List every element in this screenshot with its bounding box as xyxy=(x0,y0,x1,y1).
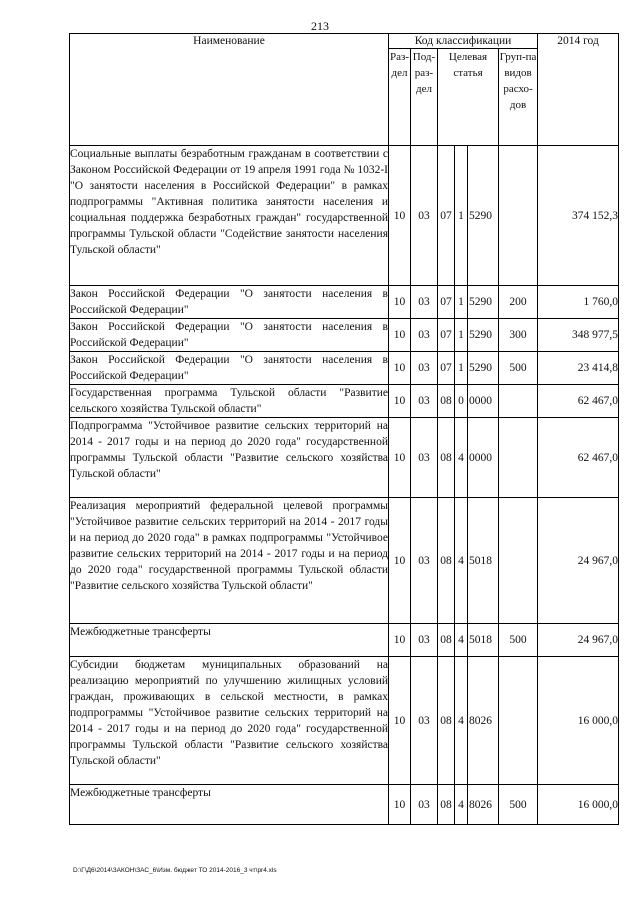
amount-2014: 62 467,0 xyxy=(538,385,619,418)
section-code: 10 xyxy=(389,657,411,785)
row-name: Субсидии бюджетам муниципальных образований на реализацию мероприятий по улучшению жилищных условий граждан, проживающих в сельской местности, в рамках подпрограммы "Устойчивое развитие сельских территорий на 2014 - 2017 годы и на период до 2020 года" государственной программы Тульской области "Развитие сельского хозяйства Тульской области" xyxy=(70,657,389,785)
table-row xyxy=(70,146,619,286)
target-article-subprogram: 4 xyxy=(455,498,468,624)
table-row xyxy=(70,418,619,498)
table-row xyxy=(70,352,619,385)
amount-2014: 24 967,0 xyxy=(538,498,619,624)
section-code: 10 xyxy=(389,146,411,286)
target-article-program: 08 xyxy=(438,498,455,624)
header-classification: Код классификации xyxy=(389,34,538,49)
section-code: 10 xyxy=(389,352,411,385)
target-article-subprogram: 4 xyxy=(455,657,468,785)
table-body xyxy=(70,146,619,825)
amount-2014: 16 000,0 xyxy=(538,657,619,785)
target-article-code: 5290 xyxy=(468,146,499,286)
subsection-code: 03 xyxy=(411,286,438,319)
table-row xyxy=(70,385,619,418)
section-code: 10 xyxy=(389,418,411,498)
target-article-program: 07 xyxy=(438,352,455,385)
file-path-footer: D:\Г\Д6\2014\ЗАКОН\ЗАС_6\Изм. бюджет ТО 2014-2016_3 чт\pr4.xls xyxy=(73,867,277,874)
amount-2014: 62 467,0 xyxy=(538,418,619,498)
row-name: Межбюджетные трансферты xyxy=(70,624,389,657)
table-row xyxy=(70,624,619,657)
amount-2014: 23 414,8 xyxy=(538,352,619,385)
target-article-subprogram: 0 xyxy=(455,385,468,418)
target-article-code: 0000 xyxy=(468,385,499,418)
subsection-code: 03 xyxy=(411,418,438,498)
table-row xyxy=(70,785,619,825)
subsection-code: 03 xyxy=(411,146,438,286)
section-code: 10 xyxy=(389,498,411,624)
target-article-code: 5290 xyxy=(468,319,499,352)
target-article-program: 08 xyxy=(438,657,455,785)
expense-group-code xyxy=(499,657,538,785)
row-name: Закон Российской Федерации "О занятости населения в Российской Федерации" xyxy=(70,352,389,385)
row-name: Государственная программа Тульской области "Развитие сельского хозяйства Тульской области" xyxy=(70,385,389,418)
header-subsection: Под-раз-дел xyxy=(411,49,438,146)
section-code: 10 xyxy=(389,785,411,825)
target-article-subprogram: 4 xyxy=(455,785,468,825)
target-article-code: 5018 xyxy=(468,498,499,624)
page-number: 213 xyxy=(311,19,329,33)
table-row xyxy=(70,319,619,352)
table-header xyxy=(70,34,619,146)
subsection-code: 03 xyxy=(411,657,438,785)
section-code: 10 xyxy=(389,624,411,657)
row-name: Подпрограмма "Устойчивое развитие сельских территорий на 2014 - 2017 годы и на период до 2020 года" государственной программы Тульской области "Развитие сельского хозяйства Тульской области" xyxy=(70,418,389,498)
target-article-subprogram: 1 xyxy=(455,319,468,352)
target-article-program: 08 xyxy=(438,785,455,825)
expense-group-code xyxy=(499,385,538,418)
header-section: Раз-дел xyxy=(389,49,411,146)
table-row xyxy=(70,286,619,319)
expense-group-code: 500 xyxy=(499,624,538,657)
target-article-code: 5018 xyxy=(468,624,499,657)
row-name: Межбюджетные трансферты xyxy=(70,785,389,825)
subsection-code: 03 xyxy=(411,385,438,418)
expense-group-code: 500 xyxy=(499,352,538,385)
header-year: 2014 год xyxy=(538,34,619,146)
target-article-program: 07 xyxy=(438,319,455,352)
target-article-program: 08 xyxy=(438,418,455,498)
target-article-code: 8026 xyxy=(468,657,499,785)
expense-group-code xyxy=(499,498,538,624)
target-article-subprogram: 1 xyxy=(455,352,468,385)
target-article-code: 5290 xyxy=(468,352,499,385)
target-article-subprogram: 4 xyxy=(455,418,468,498)
subsection-code: 03 xyxy=(411,498,438,624)
expense-group-code xyxy=(499,146,538,286)
target-article-code: 8026 xyxy=(468,785,499,825)
amount-2014: 24 967,0 xyxy=(538,624,619,657)
target-article-code: 5290 xyxy=(468,286,499,319)
expense-group-code: 300 xyxy=(499,319,538,352)
section-code: 10 xyxy=(389,385,411,418)
target-article-program: 08 xyxy=(438,385,455,418)
target-article-subprogram: 1 xyxy=(455,286,468,319)
amount-2014: 16 000,0 xyxy=(538,785,619,825)
section-code: 10 xyxy=(389,286,411,319)
subsection-code: 03 xyxy=(411,352,438,385)
row-name: Реализация мероприятий федеральной целевой программы "Устойчивое развитие сельских территорий на 2014 - 2017 годы и на период до 2020 года" в рамках подпрограммы "Устойчивое развитие сельских территорий на 2014 - 2017 годы и на период до 2020 года" государственной программы Тульской области "Развитие сельского хозяйства Тульской области" xyxy=(70,498,389,624)
amount-2014: 1 760,0 xyxy=(538,286,619,319)
target-article-subprogram: 4 xyxy=(455,624,468,657)
header-expense-group: Груп-па видов расхо-дов xyxy=(499,49,538,146)
budget-table xyxy=(69,33,619,825)
row-name: Социальные выплаты безработным гражданам в соответствии с Законом Российской Федерации от 19 апреля 1991 года № 1032-I "О занятости населения в Российской Федерации" в рамках подпрограммы "Активная политика занятости населения и социальная поддержка безработных граждан" государственной программы Тульской области "Содействие занятости населения Тульской области" xyxy=(70,146,389,286)
target-article-program: 08 xyxy=(438,624,455,657)
amount-2014: 374 152,3 xyxy=(538,146,619,286)
target-article-program: 07 xyxy=(438,146,455,286)
target-article-subprogram: 1 xyxy=(455,146,468,286)
amount-2014: 348 977,5 xyxy=(538,319,619,352)
header-name: Наименование xyxy=(70,34,389,146)
expense-group-code: 500 xyxy=(499,785,538,825)
section-code: 10 xyxy=(389,319,411,352)
target-article-code: 0000 xyxy=(468,418,499,498)
table-row xyxy=(70,498,619,624)
row-name: Закон Российской Федерации "О занятости населения в Российской Федерации" xyxy=(70,319,389,352)
header-target-article: Целевая статья xyxy=(438,49,499,146)
row-name: Закон Российской Федерации "О занятости населения в Российской Федерации" xyxy=(70,286,389,319)
target-article-program: 07 xyxy=(438,286,455,319)
table-row xyxy=(70,657,619,785)
subsection-code: 03 xyxy=(411,319,438,352)
subsection-code: 03 xyxy=(411,785,438,825)
subsection-code: 03 xyxy=(411,624,438,657)
expense-group-code xyxy=(499,418,538,498)
expense-group-code: 200 xyxy=(499,286,538,319)
